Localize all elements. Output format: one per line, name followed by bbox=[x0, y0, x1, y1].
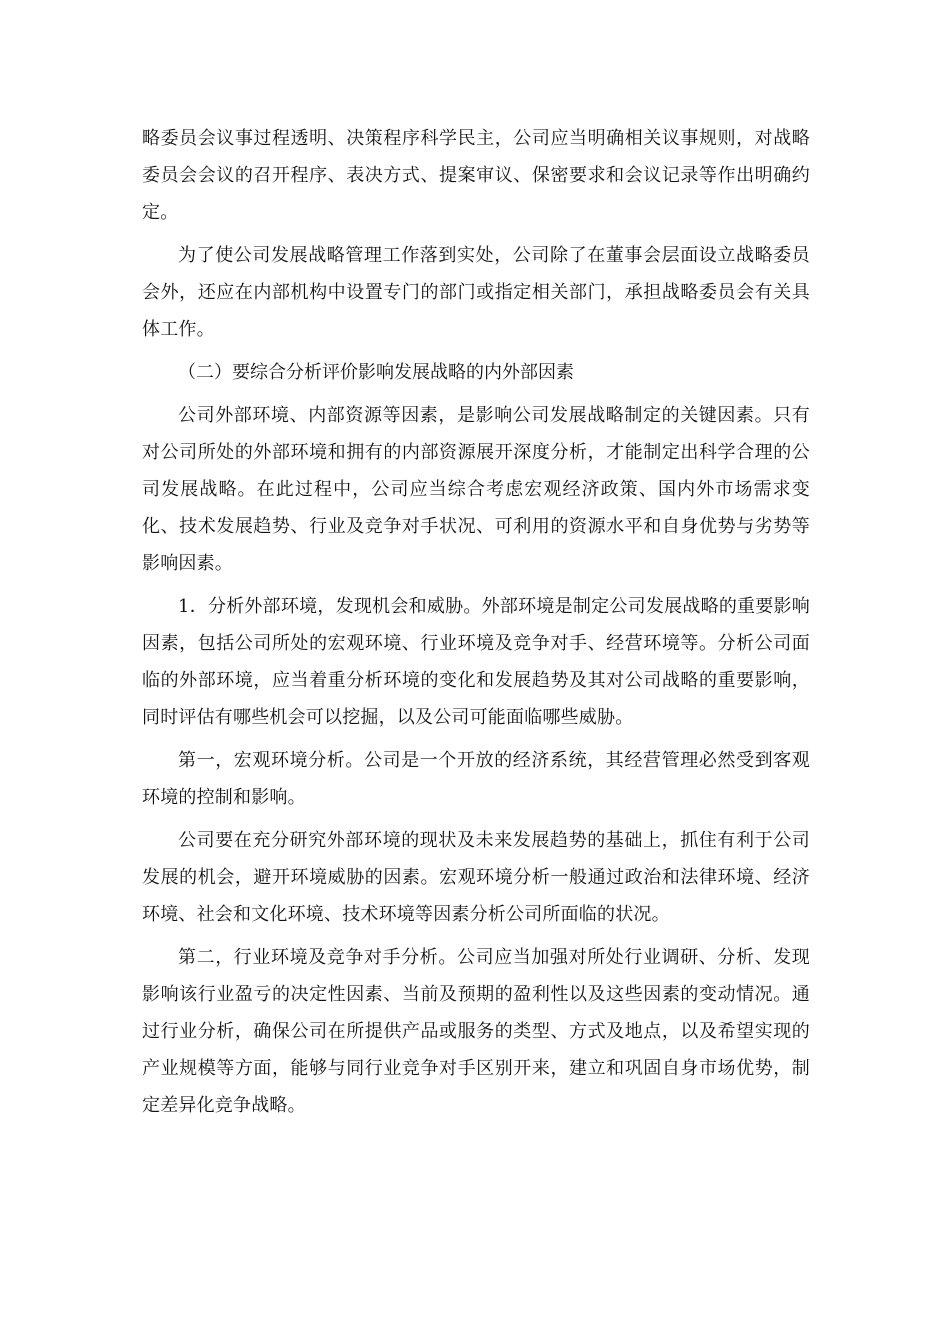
paragraph-factors: 公司外部环境、内部资源等因素，是影响公司发展战略制定的关键因素。只有对公司所处的外部环境和拥有的内部资源展开深度分析，才能制定出科学合理的公司发展战略。在此过程中，公司应当综合考虑宏观经济政策、国内外市场需求变化、技术发展趋势、行业及竞争对手状况、可利用的资源水平和自身优势与劣势等影响因素。 bbox=[142, 405, 810, 574]
document-page bbox=[142, 120, 810, 1130]
paragraph-industry-analysis: 第二，行业环境及竞争对手分析。公司应当加强对所处行业调研、分析、发现影响该行业盈亏的决定性因素、当前及预期的盈利性以及这些因素的变动情况。通过行业分析，确保公司在所提供产品或服务的类型、方式及地点，以及希望实现的产业规模等方面，能够与同行业竞争对手区别开来，建立和巩固自身市场优势，制定差异化竞争战略。 bbox=[142, 947, 810, 1116]
paragraph-external-env: 1．分析外部环境，发现机会和威胁。外部环境是制定公司发展战略的重要影响因素，包括公司所处的宏观环境、行业环境及竞争对手、经营环境等。分析公司面临的外部环境，应当着重分析环境的变化和发展趋势及其对公司战略的重要影响，同时评估有哪些机会可以挖掘，以及公司可能面临哪些威胁。 bbox=[142, 596, 810, 728]
section-heading: （二）要综合分析评价影响发展战略的内外部因素 bbox=[178, 362, 574, 383]
paragraph-macro-env: 第一，宏观环境分析。公司是一个开放的经济系统，其经营管理必然受到客观环境的控制和影响。 bbox=[142, 750, 810, 808]
paragraph-continuation: 略委员会议事过程透明、决策程序科学民主，公司应当明确相关议事规则，对战略委员会会议的召开程序、表决方式、提案审议、保密要求和会议记录等作出明确约定。 bbox=[142, 128, 810, 223]
paragraph-strategy-dept: 为了使公司发展战略管理工作落到实处，公司除了在董事会层面设立战略委员会外，还应在内部机构中设置专门的部门或指定相关部门，承担战略委员会有关具体工作。 bbox=[142, 245, 810, 340]
paragraph-macro-analysis: 公司要在充分研究外部环境的现状及未来发展趋势的基础上，抓住有利于公司发展的机会，避开环境威胁的因素。宏观环境分析一般通过政治和法律环境、经济环境、社会和文化环境、技术环境等因素分析公司所面临的状况。 bbox=[142, 830, 810, 925]
